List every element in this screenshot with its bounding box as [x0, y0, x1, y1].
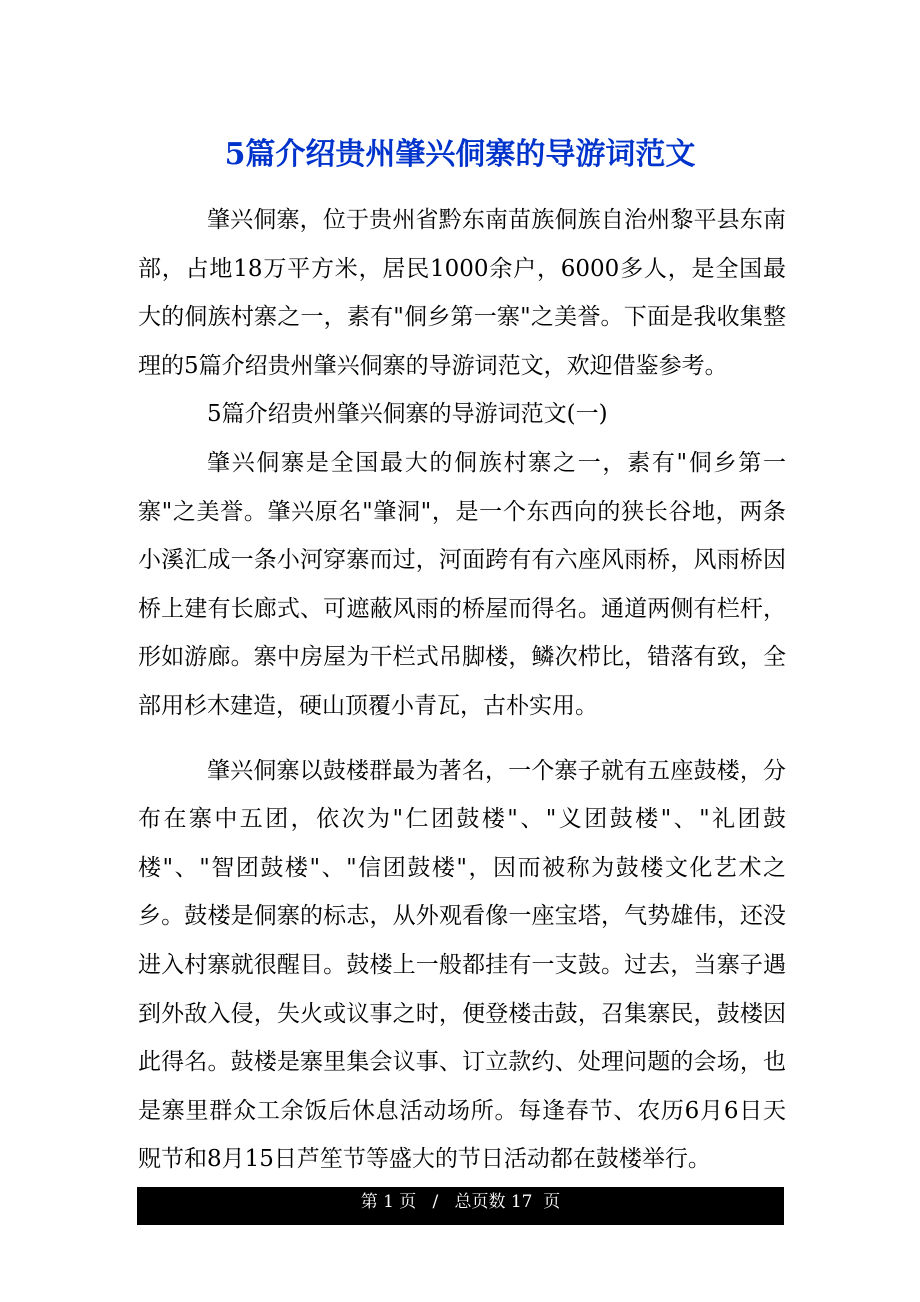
document-title: 5篇介绍贵州肇兴侗寨的导游词范文: [224, 137, 696, 173]
body-paragraph: 肇兴侗寨以鼓楼群最为著名，一个寨子就有五座鼓楼，分布在寨中五团，依次为"仁团鼓楼"、"义团鼓楼"、"礼团鼓楼"、"智团鼓楼"、"信团鼓楼"，因而被称为鼓楼文化艺术之乡。鼓楼是侗寨的标志，从外观看像一座宝塔，气势雄伟，还没进入村寨就很醒目。鼓楼上一般都挂有一支鼓。过去，当寨子遇到外敌入侵，失火或议事之时，便登楼击鼓，召集寨民，鼓楼因此得名。鼓楼是寨里集会议事、订立款约、处理问题的会场，也是寨里群众工余饭后休息活动场所。每逢春节、农历6月6日天贶节和8月15日芦笙节等盛大的节日活动都在鼓楼举行。: [138, 757, 786, 1173]
page-footer: 第 1 页 / 总页数 17 页: [137, 1187, 784, 1225]
intro-paragraph: 肇兴侗寨，位于贵州省黔东南苗族侗族自治州黎平县东南部，占地18万平方米，居民1000余户，6000多人，是全国最大的侗族村寨之一，素有"侗乡第一寨"之美誉。下面是我收集整理的5篇介绍贵州肇兴侗寨的导游词范文，欢迎借鉴参考。: [138, 207, 786, 379]
body-paragraph: 肇兴侗寨是全国最大的侗族村寨之一，素有"侗乡第一寨"之美誉。肇兴原名"肇洞"，是一个东西向的狭长谷地，两条小溪汇成一条小河穿寨而过，河面跨有有六座风雨桥，风雨桥因桥上建有长廊式、可遮蔽风雨的桥屋而得名。通道两侧有栏杆，形如游廊。寨中房屋为干栏式吊脚楼，鳞次栉比，错落有致，全部用杉木建造，硬山顶覆小青瓦，古朴实用。: [138, 449, 786, 719]
section-heading: 5篇介绍贵州肇兴侗寨的导游词范文(一): [207, 401, 608, 428]
document-body: [138, 196, 786, 1184]
